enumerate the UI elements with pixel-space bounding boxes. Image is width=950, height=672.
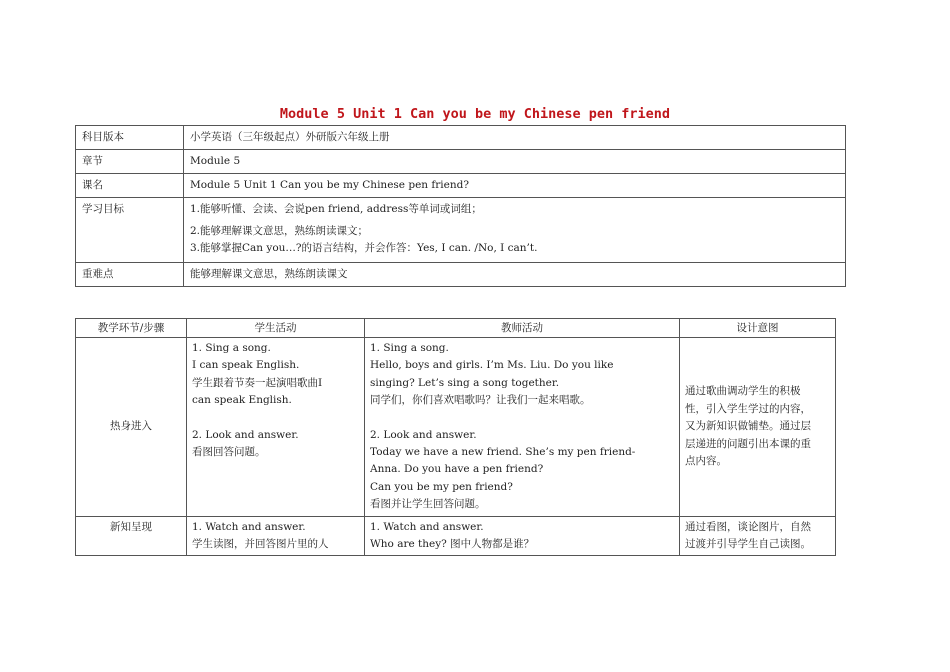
process-row-new-knowledge <box>76 516 836 556</box>
info-label: 课名 <box>76 174 184 198</box>
text-line: 过渡并引导学生自己读图。 <box>685 538 811 551</box>
process-header-row <box>76 319 836 338</box>
text-line: I can speak English. <box>192 359 300 372</box>
info-row-objectives <box>76 198 846 263</box>
text-line: 看图回答问题。 <box>192 446 266 459</box>
info-row-key-points <box>76 263 846 287</box>
text-line: 1. Sing a song. <box>370 342 449 354</box>
text-line: Can you be my pen friend? <box>370 480 513 493</box>
step-cell: 新知呈现 <box>76 516 187 556</box>
text-line: 通过看图，谈论图片，自然 <box>685 520 811 533</box>
text-line: 学生读图，并回答图片里的人 <box>192 538 329 551</box>
header-design: 设计意图 <box>680 319 836 338</box>
lesson-info-table <box>75 125 846 287</box>
design-intent-cell <box>680 338 836 517</box>
header-step: 教学环节/步骤 <box>76 319 187 338</box>
info-value <box>184 263 846 287</box>
info-line: 3.能够掌握Can you…?的语言结构，并会作答：Yes, I can. /No, I can’t. <box>190 242 538 254</box>
text-line: 性，引入学生学过的内容， <box>685 402 811 415</box>
info-row-chapter <box>76 150 846 174</box>
text-line: 层递进的问题引出本课的重 <box>685 437 811 450</box>
text-line: 2. Look and answer. <box>192 428 299 441</box>
info-line: 1.能够听懂、会读、会说pen friend, address等单词或词组； <box>190 203 482 215</box>
text-line: 1. Sing a song. <box>192 342 271 354</box>
text-line: 又为新知识做铺垫。通过层 <box>685 420 811 433</box>
text-line: 看图并让学生回答问题。 <box>370 498 486 511</box>
info-label: 学习目标 <box>76 198 184 263</box>
info-label: 章节 <box>76 150 184 174</box>
student-activity-cell <box>187 338 365 517</box>
text-line: 同学们，你们喜欢唱歌吗？让我们一起来唱歌。 <box>370 394 591 407</box>
info-label: 重难点 <box>76 263 184 287</box>
info-row-lesson <box>76 174 846 198</box>
info-line: Module 5 <box>190 155 241 167</box>
info-label: 科目版本 <box>76 126 184 150</box>
text-line: 通过歌曲调动学生的积极 <box>685 385 801 398</box>
teacher-activity-cell <box>365 516 680 556</box>
info-value <box>184 126 846 150</box>
text-line: 点内容。 <box>685 454 727 467</box>
text-line: 1. Watch and answer. <box>370 520 484 533</box>
info-value <box>184 174 846 198</box>
info-line: Module 5 Unit 1 Can you be my Chinese pen friend? <box>190 179 469 191</box>
text-line: 学生跟着节奏一起演唱歌曲I <box>192 376 323 389</box>
text-line: Anna. Do you have a pen friend? <box>370 463 544 476</box>
step-cell: 热身进入 <box>76 338 187 517</box>
info-line: 2.能够理解课文意思，熟练朗读课文； <box>190 225 369 237</box>
info-line: 小学英语（三年级起点）外研版六年级上册 <box>190 131 390 143</box>
text-line: 1. Watch and answer. <box>192 520 306 533</box>
info-value <box>184 198 846 263</box>
process-row-warmup <box>76 338 836 517</box>
header-teacher: 教师活动 <box>365 319 680 338</box>
text-line: Today we have a new friend. She’s my pen friend- <box>370 446 636 459</box>
info-value <box>184 150 846 174</box>
student-activity-cell <box>187 516 365 556</box>
design-intent-cell <box>680 516 836 556</box>
text-line: Hello, boys and girls. I’m Ms. Liu. Do you like <box>370 359 614 372</box>
text-line: Who are they? 图中人物都是谁？ <box>370 538 535 551</box>
text-line: can speak English. <box>192 394 292 407</box>
info-row-version <box>76 126 846 150</box>
blank-line <box>192 410 359 427</box>
info-line: 能够理解课文意思，熟练朗读课文 <box>190 268 348 280</box>
text-line: 2. Look and answer. <box>370 428 477 441</box>
teacher-activity-cell <box>365 338 680 517</box>
teaching-process-table <box>75 318 836 556</box>
text-line: singing? Let’s sing a song together. <box>370 376 560 389</box>
header-student: 学生活动 <box>187 319 365 338</box>
document-title: Module 5 Unit 1 Can you be my Chinese pen friend <box>279 106 671 122</box>
blank-line <box>370 410 674 427</box>
